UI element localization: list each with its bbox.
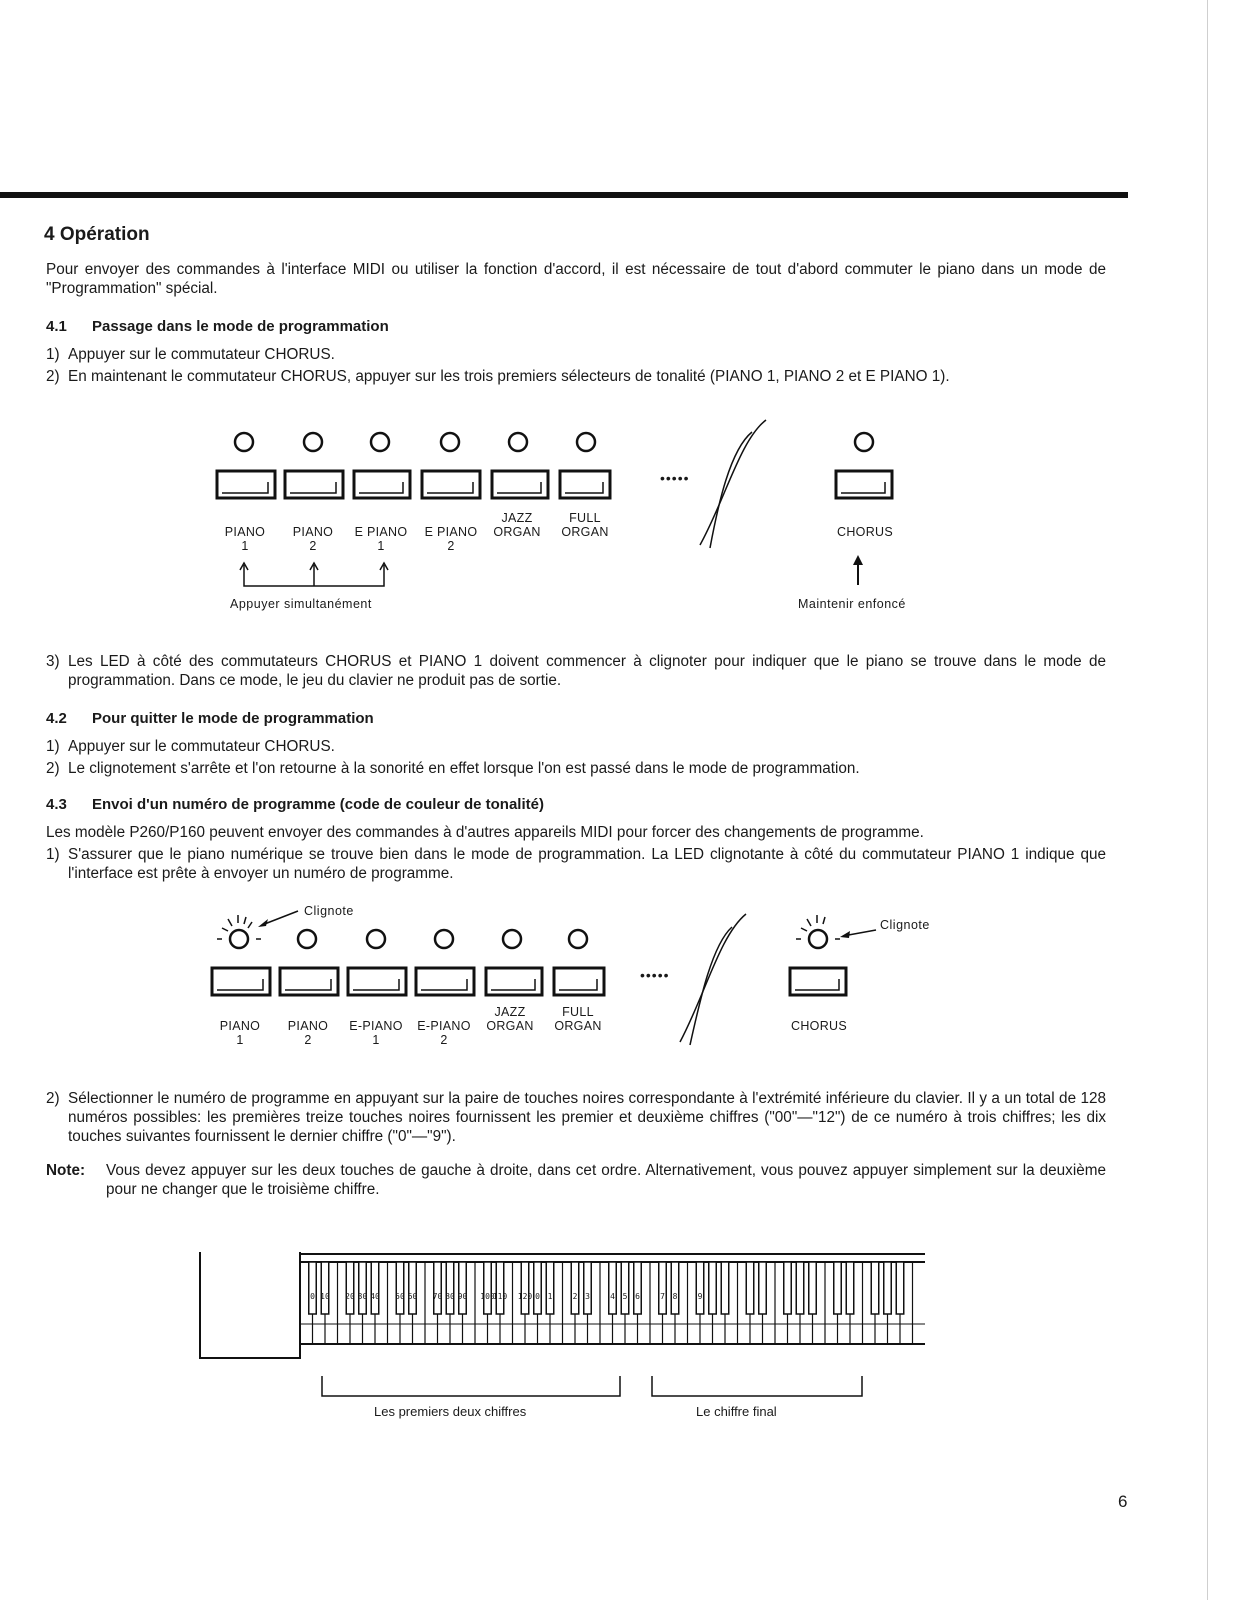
black-key bbox=[459, 1262, 467, 1314]
label-sub: 2 bbox=[304, 1033, 312, 1047]
key-label-final-digit: 8 bbox=[672, 1292, 678, 1301]
label-name: PIANO bbox=[219, 1019, 261, 1033]
black-key bbox=[534, 1262, 542, 1314]
bracket-label-final-digit: Le chiffre final bbox=[696, 1404, 777, 1419]
subsection-number: 4.2 bbox=[46, 710, 67, 727]
ellipsis-dots: ••••• bbox=[660, 470, 690, 486]
button-label-chorus: CHORUS bbox=[837, 525, 893, 539]
label-name: ORGAN bbox=[486, 1019, 534, 1033]
label-sub: 2 bbox=[440, 1033, 448, 1047]
black-key bbox=[434, 1262, 442, 1314]
subsection-number: 4.1 bbox=[46, 318, 67, 335]
black-key bbox=[484, 1262, 492, 1314]
black-key bbox=[721, 1262, 729, 1314]
black-key bbox=[796, 1262, 804, 1314]
subsection-title: Envoi d'un numéro de programme (code de couleur de tonalité) bbox=[92, 796, 544, 813]
key-label-final-digit: 0 bbox=[535, 1292, 540, 1301]
key-label-first-digits: 10 bbox=[320, 1292, 330, 1301]
label-name: ORGAN bbox=[561, 525, 609, 539]
key-label-first-digits: 70 bbox=[432, 1292, 443, 1301]
key-label-first-digits: 40 bbox=[370, 1292, 380, 1301]
label-sub: 2 bbox=[309, 539, 317, 553]
black-key bbox=[309, 1262, 317, 1314]
section-title: 4 Opération bbox=[44, 224, 150, 245]
black-key bbox=[371, 1262, 379, 1314]
ellipsis-dots: ••••• bbox=[640, 967, 670, 983]
step-text: Les LED à côté des commutateurs CHORUS et PIANO 1 doivent commencer à clignoter pour indiquer que le piano se trouve dans le mode de programmation. Dans ce mode, le jeu du clavier ne produit pas de sortie. bbox=[68, 653, 1106, 689]
label-name: E PIANO bbox=[354, 525, 408, 539]
step-text: Appuyer sur le commutateur CHORUS. bbox=[68, 346, 335, 363]
key-label-first-digits: 120 bbox=[517, 1292, 533, 1301]
key-label-first-digits: 90 bbox=[457, 1292, 468, 1301]
black-key bbox=[621, 1262, 629, 1314]
subsection-title: Passage dans le mode de programmation bbox=[92, 318, 389, 335]
black-key bbox=[396, 1262, 404, 1314]
black-key bbox=[659, 1262, 667, 1314]
step-text: S'assurer que le piano numérique se trouve bien dans le mode de programmation. La LED clignotante à côté du commutateur PIANO 1 indique que l'interface est prête à envoyer un numéro de programme. bbox=[68, 846, 1106, 882]
label-name: PIANO bbox=[287, 1019, 329, 1033]
key-label-final-digit: 4 bbox=[610, 1292, 615, 1301]
label-name: ORGAN bbox=[493, 525, 541, 539]
label-name: E-PIANO bbox=[417, 1019, 471, 1033]
black-key bbox=[696, 1262, 704, 1314]
subsection-4-3-intro: Les modèle P260/P160 peuvent envoyer des commandes à d'autres appareils MIDI pour forcer des changements de programme. bbox=[46, 824, 924, 841]
black-key bbox=[784, 1262, 792, 1314]
key-label-first-digits: 110 bbox=[492, 1292, 508, 1301]
label-name: E PIANO bbox=[424, 525, 478, 539]
blink-caption-left: Clignote bbox=[304, 904, 354, 918]
note-label: Note: bbox=[46, 1162, 86, 1179]
step-text: Le clignotement s'arrête et l'on retourne à la sonorité en effet lorsque l'on est passé dans le mode de programmation. bbox=[68, 760, 860, 777]
black-key bbox=[759, 1262, 767, 1314]
step-number: 1) bbox=[46, 738, 60, 755]
step-number: 2) bbox=[46, 368, 60, 385]
blink-caption-right: Clignote bbox=[880, 918, 930, 932]
step-number: 2) bbox=[46, 760, 60, 777]
step-number: 3) bbox=[46, 653, 60, 670]
key-label-final-digit: 2 bbox=[572, 1292, 578, 1301]
label-sub: 1 bbox=[241, 539, 249, 553]
black-key bbox=[446, 1262, 454, 1314]
label-name: PIANO bbox=[224, 525, 266, 539]
label-sub: 1 bbox=[236, 1033, 244, 1047]
black-key bbox=[546, 1262, 554, 1314]
black-key bbox=[346, 1262, 354, 1314]
press-together-caption: Appuyer simultanément bbox=[230, 597, 372, 611]
black-key bbox=[521, 1262, 529, 1314]
subsection-number: 4.3 bbox=[46, 796, 67, 813]
black-key bbox=[671, 1262, 679, 1314]
label-sub: 1 bbox=[372, 1033, 380, 1047]
page-number: 6 bbox=[1118, 1492, 1128, 1511]
key-label-first-digits: 60 bbox=[407, 1292, 418, 1301]
black-key bbox=[584, 1262, 592, 1314]
key-label-final-digit: 9 bbox=[697, 1292, 703, 1301]
label-name: E-PIANO bbox=[349, 1019, 403, 1033]
step-number: 1) bbox=[46, 846, 60, 863]
key-label-final-digit: 3 bbox=[585, 1292, 590, 1301]
black-key bbox=[746, 1262, 754, 1314]
note-text: Vous devez appuyer sur les deux touches de gauche à droite, dans cet ordre. Alternativement, vous pouvez appuyer simplement sur la deuxième pour ne changer que le troisième chiffre. bbox=[106, 1162, 1106, 1198]
bracket-label-first-digits: Les premiers deux chiffres bbox=[374, 1404, 527, 1419]
key-label-first-digits: 30 bbox=[357, 1292, 368, 1301]
label-top: JAZZ bbox=[501, 511, 533, 525]
step-text: Sélectionner le numéro de programme en appuyant sur la paire de touches noires correspondante à l'extrémité inférieure du clavier. Il y a un total de 128 numéros possibles: les premières treize touches noires fournissent les premier et deuxième chiffres ("00"—"12") de ce numéro à trois chiffres; les dix touches suivantes fournissent le dernier chiffre ("0"—"9"). bbox=[68, 1090, 1106, 1145]
key-label-first-digits: 50 bbox=[395, 1292, 405, 1301]
key-label-first-digits: 0 bbox=[310, 1292, 315, 1301]
key-label-final-digit: 5 bbox=[622, 1292, 628, 1301]
black-key bbox=[571, 1262, 579, 1314]
label-name: ORGAN bbox=[554, 1019, 602, 1033]
black-key bbox=[609, 1262, 617, 1314]
label-top: FULL bbox=[562, 1005, 594, 1019]
step-text: Appuyer sur le commutateur CHORUS. bbox=[68, 738, 335, 755]
black-key bbox=[809, 1262, 817, 1314]
black-key bbox=[896, 1262, 904, 1314]
key-label-first-digits: 100 bbox=[480, 1292, 495, 1301]
label-top: FULL bbox=[569, 511, 601, 525]
black-key bbox=[709, 1262, 717, 1314]
black-key bbox=[846, 1262, 854, 1314]
key-label-final-digit: 6 bbox=[635, 1292, 640, 1301]
key-label-final-digit: 7 bbox=[660, 1292, 665, 1301]
subsection-title: Pour quitter le mode de programmation bbox=[92, 710, 374, 727]
key-label-final-digit: 1 bbox=[547, 1292, 553, 1301]
key-label-first-digits: 20 bbox=[345, 1292, 355, 1301]
label-sub: 2 bbox=[447, 539, 455, 553]
section-intro: Pour envoyer des commandes à l'interface MIDI ou utiliser la fonction d'accord, il est nécessaire de tout d'abord commuter le piano dans un mode de "Programmation" spécial. bbox=[46, 261, 1106, 297]
black-key bbox=[496, 1262, 504, 1314]
label-sub: 1 bbox=[377, 539, 385, 553]
black-key bbox=[834, 1262, 842, 1314]
black-key bbox=[634, 1262, 642, 1314]
key-label-first-digits: 80 bbox=[445, 1292, 455, 1301]
button-label-chorus: CHORUS bbox=[791, 1019, 847, 1033]
label-top: JAZZ bbox=[494, 1005, 526, 1019]
black-key bbox=[884, 1262, 892, 1314]
label-name: PIANO bbox=[292, 525, 334, 539]
step-number: 2) bbox=[46, 1090, 60, 1107]
hold-down-caption: Maintenir enfoncé bbox=[798, 597, 906, 611]
black-key bbox=[409, 1262, 417, 1314]
black-key bbox=[359, 1262, 367, 1314]
step-number: 1) bbox=[46, 346, 60, 363]
black-key bbox=[871, 1262, 879, 1314]
black-key bbox=[321, 1262, 329, 1314]
step-text: En maintenant le commutateur CHORUS, appuyer sur les trois premiers sélecteurs de tonalité (PIANO 1, PIANO 2 et E PIANO 1). bbox=[68, 368, 950, 385]
